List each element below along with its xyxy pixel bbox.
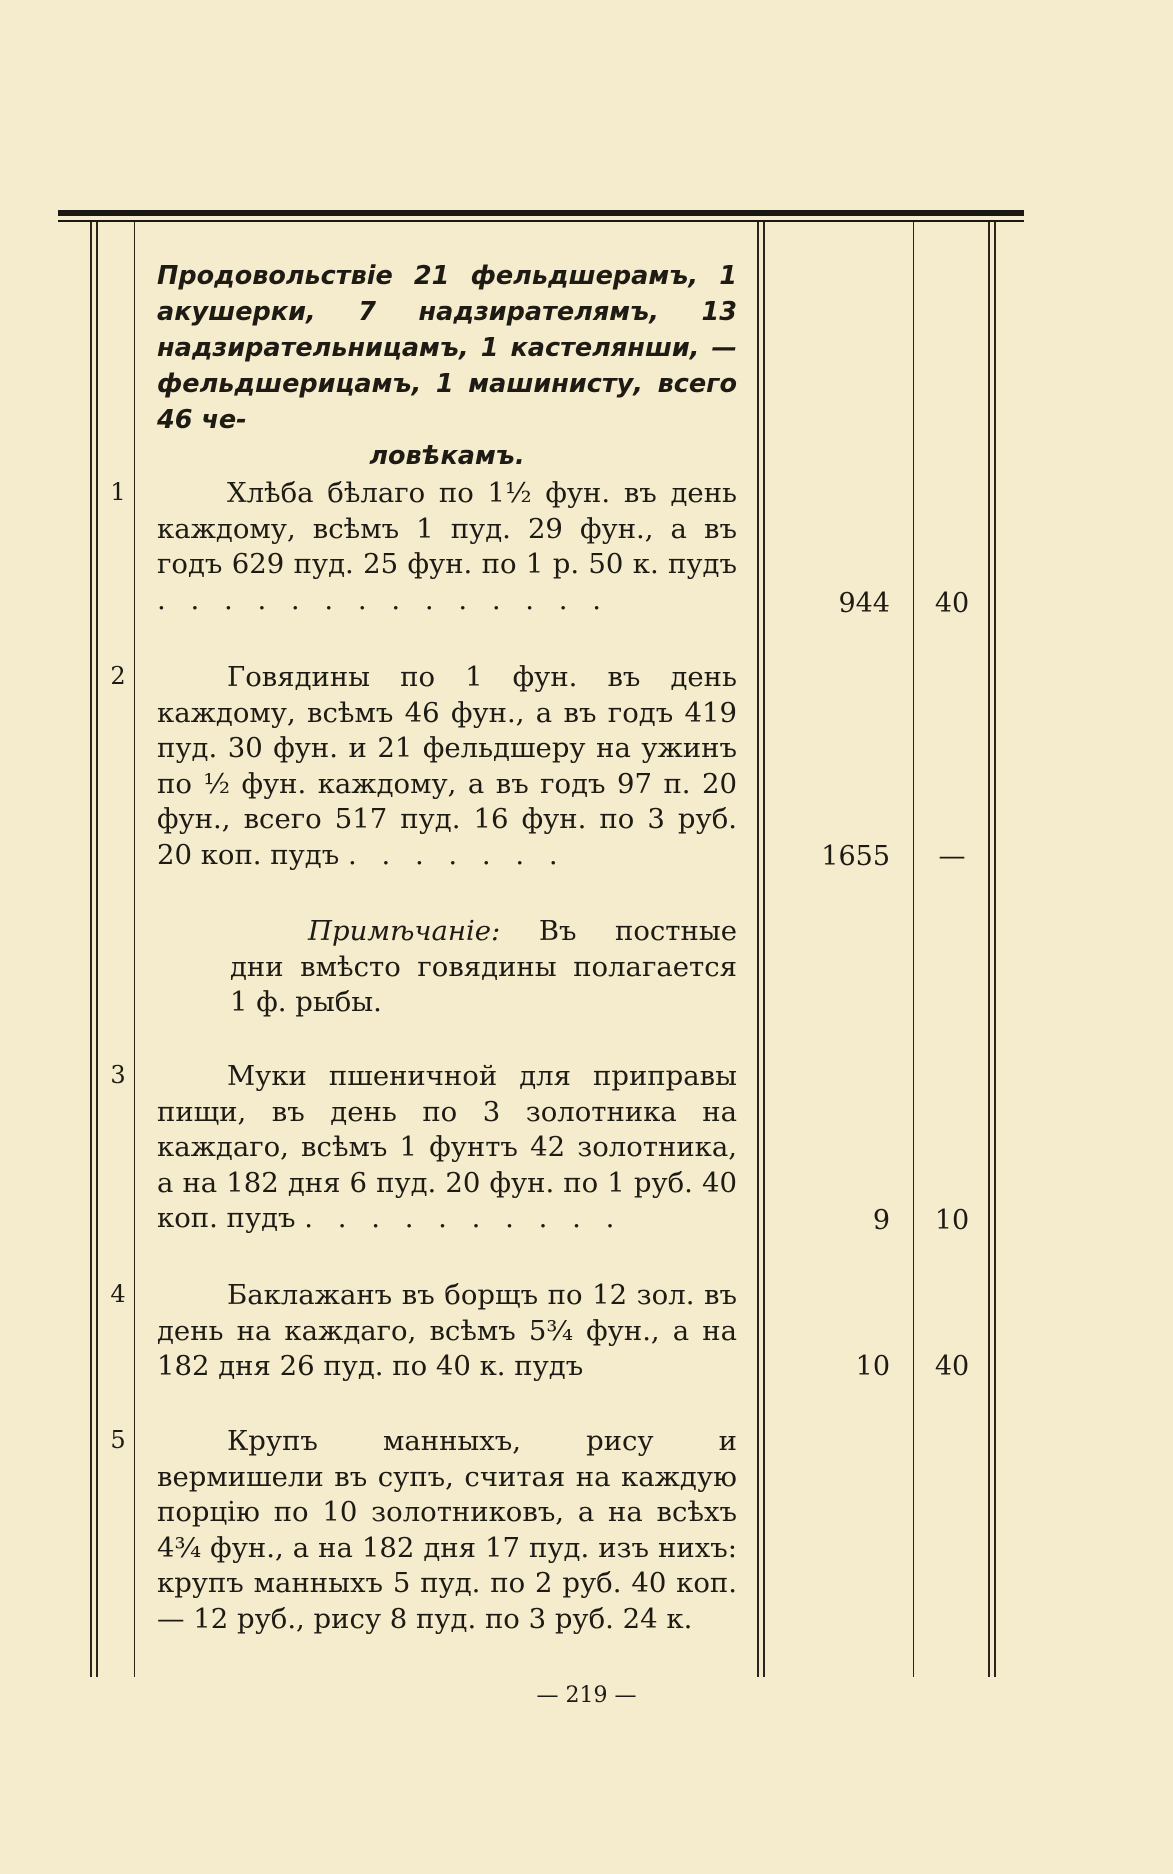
column-rule xyxy=(134,222,135,1677)
column-rule xyxy=(96,222,98,1677)
amount-kopecks: 10 xyxy=(934,1205,970,1236)
leader-dots: . . . . . . . . . . xyxy=(304,1202,623,1234)
entry-3-text xyxy=(157,1059,737,1237)
column-rule xyxy=(763,222,765,1677)
entry-description: Говядины по 1 фун. въ день каждому, всѣмъ 46 фун., а въ годъ 419 пуд. 30 фун. и 21 фельдшеру на ужинъ по ½ фун. каждому, а въ годъ 97 п. 20 фун., всего 517 пуд. 16 фун. по 3 руб. 20 коп. пудъ xyxy=(157,661,737,871)
amount-kopecks: 40 xyxy=(934,588,970,619)
note-text: Въ постные дни вмѣсто говядины полагается 1 ф. рыбы. xyxy=(230,915,737,1018)
note-block xyxy=(230,914,737,1021)
entry-1-text xyxy=(157,476,737,618)
top-rule-thin xyxy=(58,220,1024,222)
amount-rubles: 9 xyxy=(872,1205,890,1236)
section-heading-tail: ловѣкамъ. xyxy=(369,441,525,471)
column-rule xyxy=(988,222,990,1677)
leader-dots: . . . . . . . xyxy=(347,838,566,871)
entry-number: 3 xyxy=(110,1061,126,1089)
entry-number: 1 xyxy=(110,478,126,506)
column-rule xyxy=(757,222,759,1677)
entry-4-text xyxy=(157,1278,737,1385)
amount-kopecks: — xyxy=(938,841,966,872)
top-rule-thick xyxy=(58,210,1024,216)
leader-dots: . . . . . . . . . . . . . . xyxy=(157,583,610,616)
column-rule xyxy=(994,222,996,1677)
amount-kopecks: 40 xyxy=(934,1351,970,1382)
entry-2-text xyxy=(157,660,737,873)
section-heading xyxy=(157,258,737,474)
section-heading-text: Продовольствіе 21 фельдшерамъ, 1 акушерки, 7 надзирателямъ, 13 надзирательницамъ, 1 кастелянши, — фельдшерицамъ, 1 машинисту, всего 46 че- xyxy=(157,261,737,435)
amount-rubles: 944 xyxy=(838,588,890,619)
page-number: — 219 — xyxy=(536,1683,637,1708)
entry-description: Хлѣба бѣлаго по 1½ фун. въ день каждому, всѣмъ 1 пуд. 29 фун., а въ годъ 629 пуд. 25 фун. по 1 р. 50 к. пудъ xyxy=(157,477,737,580)
entry-description: Баклажанъ въ борщъ по 12 зол. въ день на каждаго, всѣмъ 5¾ фун., а на 182 дня 26 пуд. по 40 к. пудъ xyxy=(157,1279,737,1382)
entry-number: 5 xyxy=(110,1426,126,1454)
amount-rubles: 10 xyxy=(855,1351,890,1382)
entry-description: Крупъ манныхъ, рису и вермишели въ супъ, считая на каждую порцію по 10 золотниковъ, а на всѣхъ 4¾ фун., а на 182 дня 17 пуд. изъ нихъ: крупъ манныхъ 5 пуд. по 2 руб. 40 коп.— 12 руб., рису 8 пуд. по 3 руб. 24 к. xyxy=(157,1425,737,1635)
note-label: Примѣчаніе: xyxy=(308,915,501,947)
entry-5-text xyxy=(157,1424,737,1637)
amount-rubles: 1655 xyxy=(821,841,890,872)
entry-number: 4 xyxy=(110,1280,126,1308)
entry-description: Муки пшеничной для приправы пищи, въ день по 3 золотника на каждаго, всѣмъ 1 фунтъ 42 золотника, а на 182 дня 6 пуд. 20 фун. по 1 руб. 40 коп. пудъ xyxy=(157,1060,737,1234)
column-rule xyxy=(913,222,914,1677)
column-rule xyxy=(90,222,92,1677)
entry-number: 2 xyxy=(110,662,126,690)
